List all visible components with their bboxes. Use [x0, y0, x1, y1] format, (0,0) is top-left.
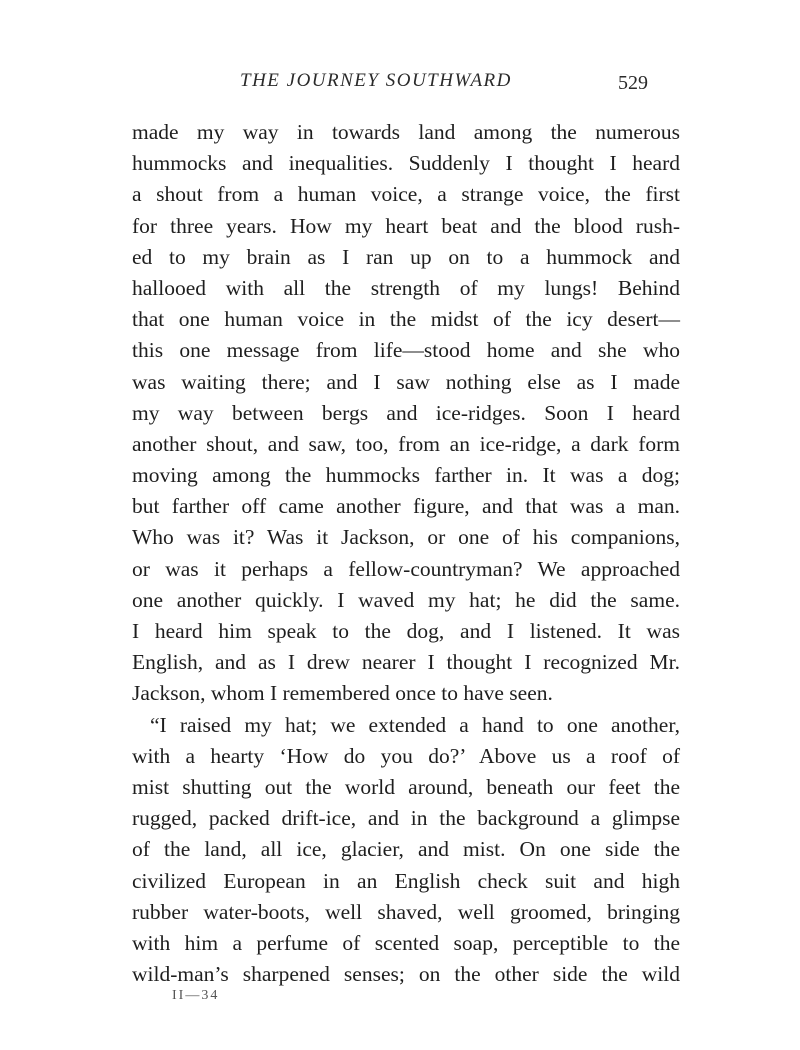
- text-line: my way between bergs and ice-ridges. Soon I heard: [132, 400, 680, 425]
- text-line: for three years. How my heart beat and the blood rush-: [132, 213, 680, 238]
- text-line: rugged, packed drift-ice, and in the background a glimpse: [132, 806, 680, 831]
- text-line: this one message from life—stood home and she who: [132, 338, 680, 363]
- text-line: was waiting there; and I saw nothing else as I made: [132, 369, 680, 394]
- signature-mark: II—34: [172, 988, 220, 1002]
- text-line: a shout from a human voice, a strange voice, the first: [132, 182, 680, 207]
- text-line: English, and as I drew nearer I thought I recognized Mr.: [132, 650, 680, 675]
- text-line: that one human voice in the midst of the icy desert—: [132, 307, 680, 332]
- text-line: wild-man’s sharpened senses; on the other side the wild: [132, 962, 680, 987]
- running-head: THE JOURNEY SOUTHWARD: [240, 70, 512, 91]
- text-line: moving among the hummocks farther in. It was a dog;: [132, 463, 680, 488]
- text-line: Who was it? Was it Jackson, or one of his companions,: [132, 525, 680, 550]
- text-line: I heard him speak to the dog, and I listened. It was: [132, 619, 680, 643]
- text-line: Jackson, whom I remembered once to have seen.: [132, 681, 553, 706]
- text-line: but farther off came another figure, and that was a man.: [132, 494, 680, 519]
- text-line: of the land, all ice, glacier, and mist. On one side the: [132, 837, 680, 862]
- text-line: ed to my brain as I ran up on to a hummock and: [132, 244, 680, 269]
- text-line: civilized European in an English check suit and high: [132, 868, 680, 893]
- text-line: made my way in towards land among the numerous: [132, 120, 680, 144]
- text-line: hallooed with all the strength of my lungs! Behind: [132, 275, 680, 300]
- page-number: 529: [618, 72, 648, 94]
- text-line: hummocks and inequalities. Suddenly I thought I heard: [132, 151, 680, 176]
- text-line: with a hearty ‘How do you do?’ Above us a roof of: [132, 743, 680, 768]
- text-line: another shout, and saw, too, from an ice-ridge, a dark form: [132, 431, 680, 456]
- text-line: with him a perfume of scented soap, perceptible to the: [132, 930, 680, 955]
- text-line: “I raised my hat; we extended a hand to one another,: [150, 712, 680, 737]
- text-line: mist shutting out the world around, beneath our feet the: [132, 774, 680, 799]
- body-text: [132, 117, 680, 990]
- text-line: or was it perhaps a fellow-countryman? We approached: [132, 556, 680, 581]
- text-line: rubber water-boots, well shaved, well groomed, bringing: [132, 899, 680, 924]
- text-line: one another quickly. I waved my hat; he did the same.: [132, 587, 680, 612]
